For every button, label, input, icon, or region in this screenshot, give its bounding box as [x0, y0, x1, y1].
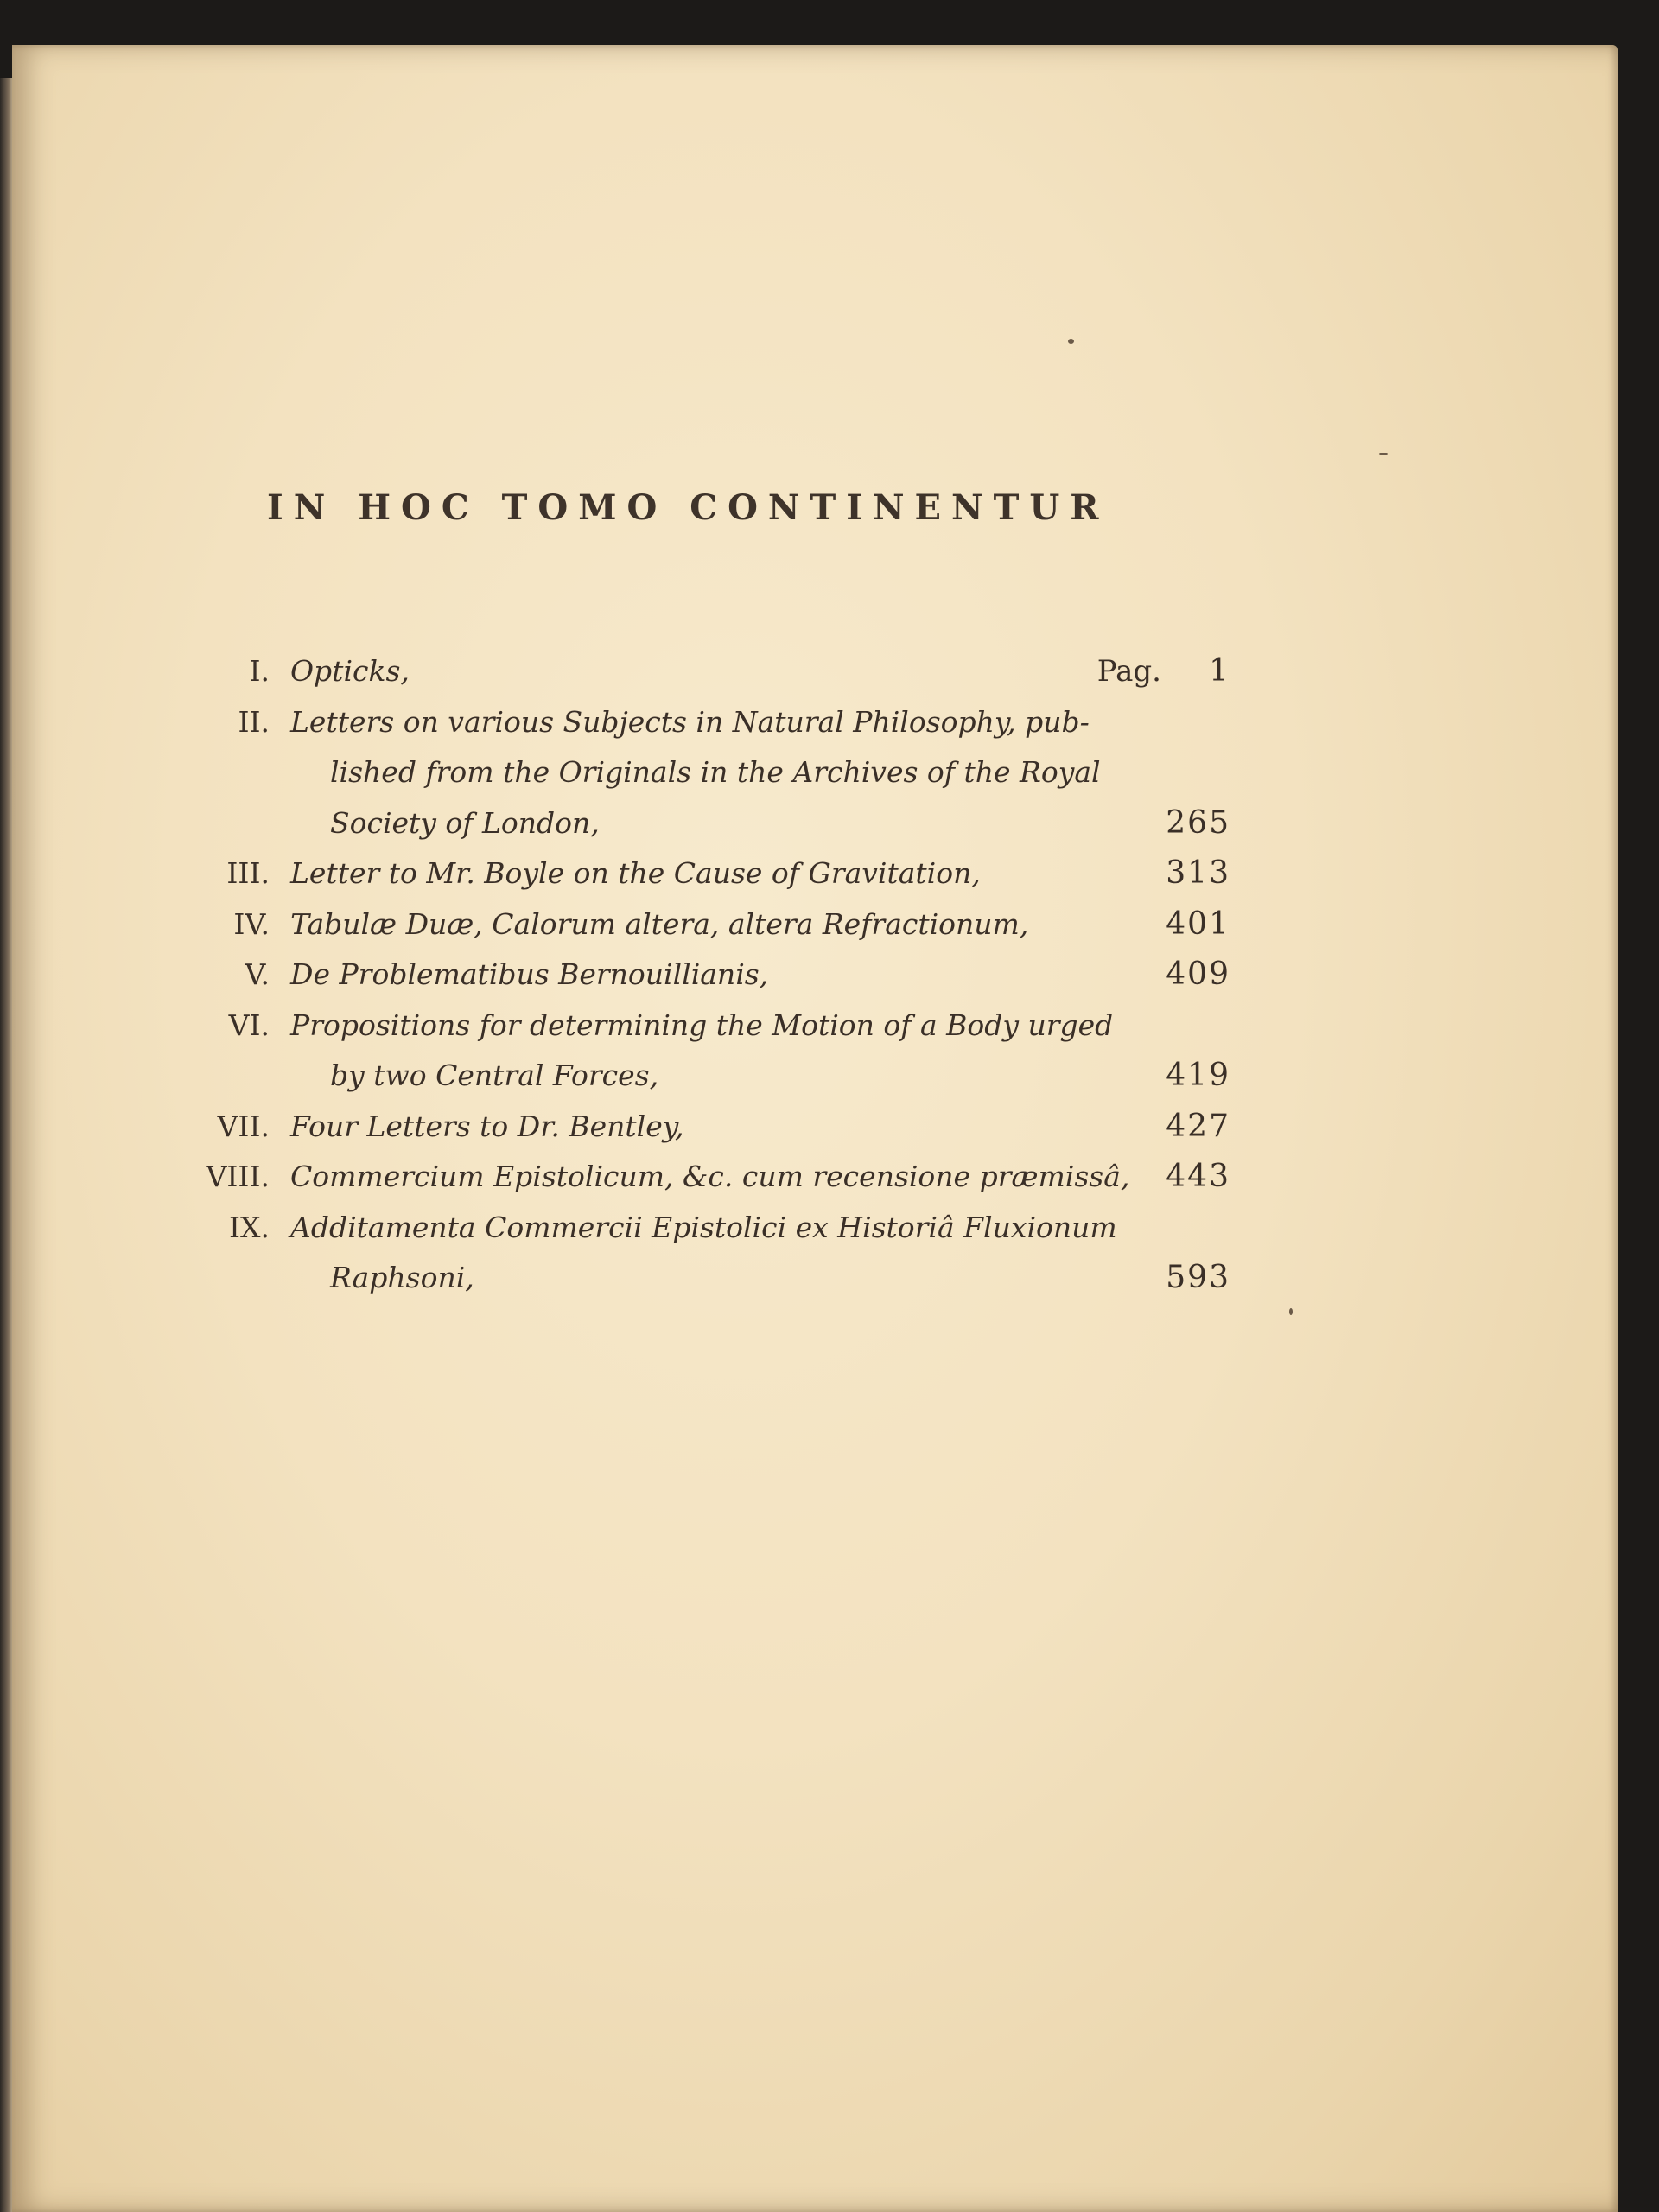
entry-title-continued: Society of London, — [330, 805, 600, 840]
toc-entry — [176, 1152, 1230, 1203]
entry-page-number: 593 — [1166, 1260, 1230, 1295]
entry-numeral: III. — [226, 856, 270, 890]
entry-numeral: VII. — [217, 1109, 270, 1143]
paper-speck — [1289, 1308, 1293, 1315]
toc-entry-continuation — [176, 798, 1230, 849]
entry-page-number: 401 — [1166, 906, 1230, 942]
entry-title: Letter to Mr. Boyle on the Cause of Gravitation, — [290, 856, 981, 890]
table-of-contents — [176, 646, 1230, 1304]
book-page — [12, 45, 1618, 2212]
page-column-label: Pag. — [1096, 654, 1161, 689]
entry-title: Tabulæ Duæ, Calorum altera, altera Refractionum, — [290, 906, 1029, 941]
toc-entry-continuation — [176, 1253, 1230, 1304]
entry-title: De Problematibus Bernouillianis, — [290, 957, 769, 991]
toc-entry — [176, 1102, 1230, 1153]
toc-entry-continuation — [176, 1051, 1230, 1102]
toc-entry — [176, 1203, 1230, 1254]
entry-numeral: IV. — [233, 906, 270, 941]
entry-numeral: IX. — [228, 1210, 270, 1244]
toc-entry — [176, 697, 1230, 748]
entry-numeral: I. — [249, 654, 270, 688]
entry-title-continued: Raphsoni, — [330, 1261, 474, 1294]
entry-title: Opticks, — [290, 654, 410, 688]
entry-title-continued: by two Central Forces, — [330, 1058, 659, 1092]
entry-title: Commercium Epistolicum, &c. cum recensione præmissâ, — [290, 1160, 1130, 1193]
toc-entry — [176, 849, 1230, 899]
entry-title: Additamenta Commercii Epistolici ex Historiâ Fluxionum — [290, 1210, 1117, 1244]
entry-page-number: 443 — [1166, 1159, 1230, 1194]
toc-entry — [176, 1001, 1230, 1052]
entry-page-number: 1 — [1209, 653, 1230, 689]
toc-entry — [176, 950, 1230, 1001]
entry-title-continued: lished from the Originals in the Archives of the Royal — [330, 755, 1101, 789]
entry-numeral: II. — [238, 704, 270, 739]
paper-speck — [1068, 339, 1074, 344]
entry-page-number: 419 — [1166, 1058, 1230, 1093]
entry-page-number: 313 — [1166, 855, 1230, 891]
paper-speck — [1379, 453, 1388, 455]
entry-numeral: VI. — [228, 1007, 270, 1042]
entry-page-number: 265 — [1166, 804, 1230, 841]
entry-title: Four Letters to Dr. Bentley, — [290, 1109, 684, 1143]
entry-page-number: 409 — [1166, 957, 1230, 992]
toc-entry — [176, 899, 1230, 950]
entry-title: Propositions for determining the Motion of a Body urged — [290, 1007, 1114, 1042]
entry-page-number: 427 — [1166, 1108, 1230, 1144]
entry-numeral: VIII. — [206, 1160, 270, 1193]
toc-entry-continuation — [176, 747, 1230, 798]
page-heading: IN HOC TOMO CONTINENTUR — [267, 487, 1109, 528]
entry-numeral: V. — [245, 957, 270, 991]
entry-title: Letters on various Subjects in Natural Philosophy, pub- — [290, 704, 1090, 739]
toc-entry — [176, 646, 1230, 697]
